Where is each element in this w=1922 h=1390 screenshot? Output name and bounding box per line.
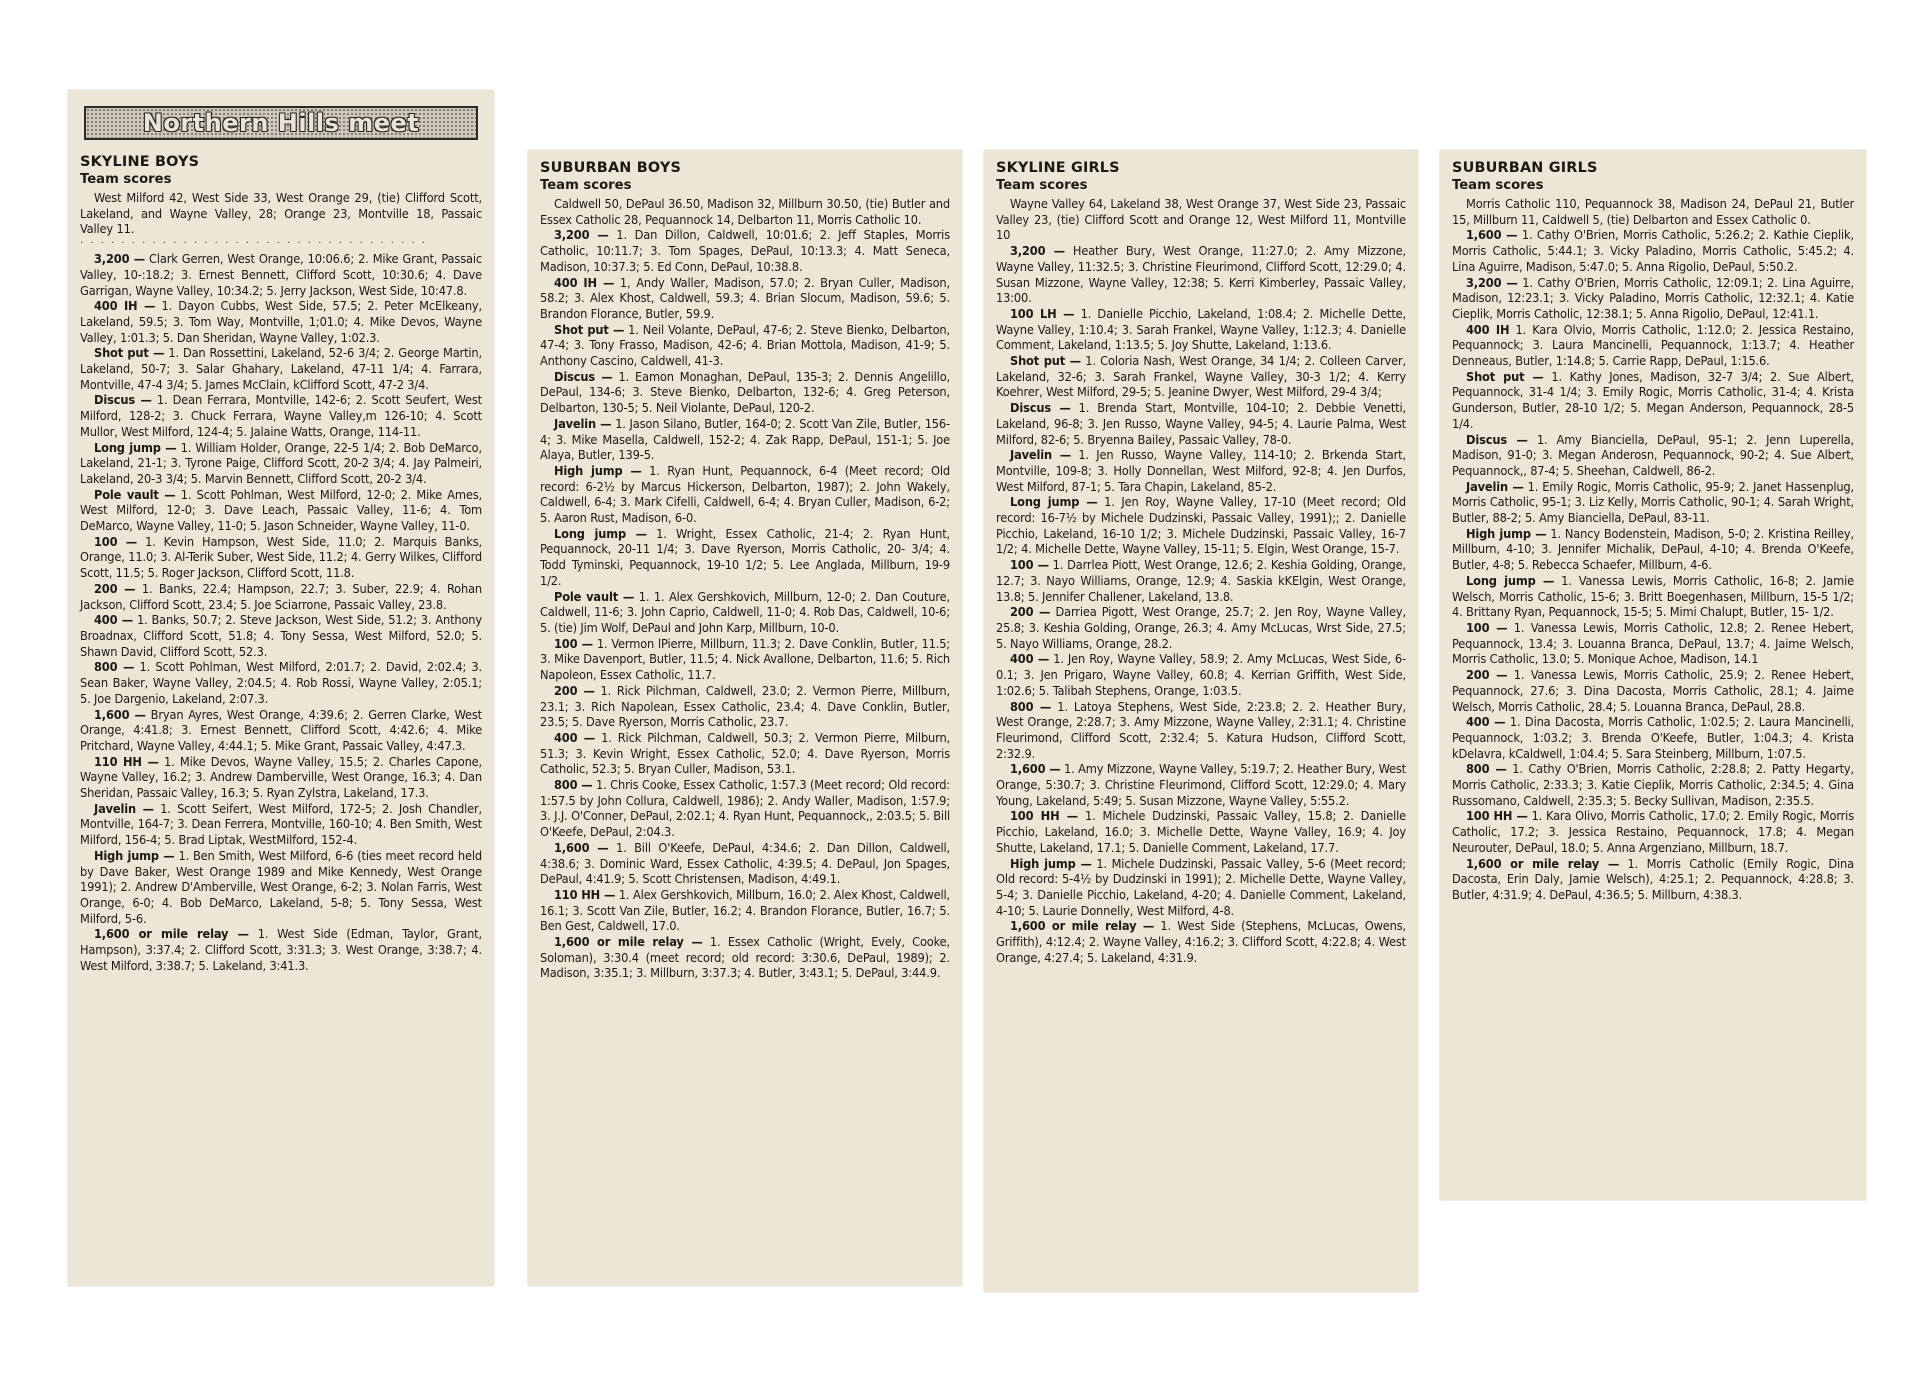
event-name: Long jump — (1466, 572, 1555, 588)
event-result (80, 848, 482, 927)
event-results: 1. Cathy O'Brien, Morris Catholic, 12:09.1; 2. Lina Aguirre, Madison, 12:23.1; 3. Vicky Paladino, Morris Catholic, 12:32.1; 4. Katie Cieplik, Morris Catholic, 12:38.1; 5. Anna Rigolio, DePaul, 12:41.1. (1452, 274, 1854, 321)
event-name: Long jump — (554, 525, 647, 541)
event-result (540, 526, 950, 589)
event-results: 1. Rick Pilchman, Caldwell, 23.0; 2. Vermon Pierre, Millburn, 23.1; 3. Rich Napolean, Essex Catholic, 23.4; 4. Dave Conklin, Butler, 23.5; 5. Dave Ryerson, Morris Catholic, 23.7. (540, 682, 950, 730)
event-name: 3,200 — (94, 251, 146, 267)
section-heading: SKYLINE BOYS (80, 154, 200, 170)
event-name: 200 — (94, 580, 136, 596)
event-results: 1. Dan Dillon, Caldwell, 10:01.6; 2. Jeff Staples, Morris Catholic, 10:11.7; 3. Tom Spages, DePaul, 10:13.3; 4. Matt Seneca, Madison, 10:37.3; 5. Ed Conn, DePaul, 10:38.8. (540, 227, 950, 274)
event-name: 400 — (1010, 651, 1050, 667)
meet-title-banner (84, 106, 478, 140)
event-results: 1. 1. Alex Gershkovich, Millburn, 12-0; 2. Dan Couture, Caldwell, 11-6; 3. John Caprio, Caldwell, 11-0; 4. Rob Das, Caldwell, 10-6; 5. (tie) Jim Wolf, DePaul and John Karp, Millburn, 10-0. (540, 588, 950, 635)
team-scores-label: Team scores (1452, 178, 1544, 193)
event-results: 1. Essex Catholic (Wright, Evely, Cooke, Soloman), 3:30.4 (meet record; old record: 3:30.6, DePaul, 1989); 2. Madison, 3:35.1; 3. Millburn, 3:37.3; 4. Butler, 3:43.1; 5. DePaul, 3:44.9. (540, 934, 950, 981)
event-result (80, 659, 482, 706)
clipping-skyline-boys (68, 90, 494, 1286)
event-result (540, 683, 950, 730)
event-name: High jump — (1466, 525, 1547, 541)
event-results: 1. Ben Smith, West Milford, 6-6 (ties meet record held by Dave Baker, West Orange 1989 and Mike Kennedy, West Orange 1991); 2. Andrew D'Amberville, West Orange, 6-2; 3. Nolan Farris, West Orange, 6-0; 4. Bob DeMarco, Lakeland, 5-8; 5. Tony Sessa, West Milford, 5-6. (80, 847, 482, 926)
event-result (80, 612, 482, 659)
event-result (80, 581, 482, 612)
event-result (996, 651, 1406, 698)
event-result (1452, 573, 1854, 620)
event-result (1452, 761, 1854, 808)
event-name: Shot put — (554, 321, 625, 337)
event-results: 1. Rick Pilchman, Caldwell, 50.3; 2. Vermon Pierre, Milburn, 51.3; 3. Kevin Wright, Essex Catholic, 52.0; 4. Dave Ryerson, Morris Catholic, 52.3; 5. Bryan Culler, Madison, 53.1. (540, 729, 950, 777)
event-result (996, 306, 1406, 353)
event-result (80, 487, 482, 534)
event-results: 1. Mike Devos, Wayne Valley, 15.5; 2. Charles Capone, Wayne Valley, 16.2; 3. Andrew Damberville, West Orange, 16.3; 4. Dan Sheridan, Passaic Valley, 16.3; 5. Ryan Zylstra, Lakeland, 17.3. (80, 753, 483, 801)
event-name: Pole vault — (94, 486, 176, 502)
event-name: Shot put — (94, 345, 165, 361)
event-name: 400 — (1466, 714, 1506, 730)
event-result (996, 447, 1406, 494)
event-results: Bryan Ayres, West Orange, 4:39.6; 2. Gerren Clarke, West Orange, 4:41.8; 3. Ernest Bennett, Clifford Scott, 4:42.6; 4. Mike Pritchard, Wayne Valley, 4:44.1; 5. Mike Grant, Passaic Valley, 4:47.3. (80, 706, 482, 753)
team-scores-text: Wayne Valley 64, Lakeland 38, West Orange 37, West Side 23, Passaic Valley 23, (tie) Clifford Scott and Orange 12, West Milford 11, Montville 10 (996, 196, 1406, 243)
event-results: 1. Scott Pohlman, West Milford, 12-0; 2. Mike Ames, West Milford, 12-0; 3. Dave Leach, Passaic Valley, 11-6; 4. Tom DeMarco, Wayne Valley, 11-0; 5. Jason Schneider, Wayne Valley, 11-0. (80, 486, 482, 534)
event-result (540, 369, 950, 416)
event-results: 1. Alex Gershkovich, Millburn, 16.0; 2. Alex Khost, Caldwell, 16.1; 3. Scott Van Zile, Butler, 16.2; 4. Brandon Florance, Butler, 16.7; 5. Ben Gest, Caldwell, 17.0. (540, 886, 950, 934)
event-result (1452, 227, 1854, 274)
event-name: 1,600 — (1010, 761, 1061, 777)
event-results: Heather Bury, West Orange, 11:27.0; 2. Amy Mizzone, Wayne Valley, 11:32.5; 3. Christine Fleurimond, Clifford Scott, 12:29.0; 4. Susan Mizzone, Wayne Valley, 12:38; 5. Kerri Kimberley, Passaic Valley, 13:00. (996, 243, 1406, 306)
event-result (80, 345, 482, 392)
event-results: 1. Coloria Nash, West Orange, 34 1/4; 2. Colleen Carver, Lakeland, 32-6; 3. Sarah Frankel, Wayne Valley, 30-3 1/2; 4. Kerry Koehrer, West Milford, 29-5; 5. Jeanine Dwyer, West Milford, 29-4 3/4; (996, 353, 1406, 400)
team-scores-label: Team scores (996, 178, 1088, 193)
section-heading: SUBURBAN BOYS (540, 160, 682, 176)
event-result (540, 227, 950, 274)
clipping-suburban-boys (528, 150, 962, 1286)
event-result (1452, 808, 1854, 855)
event-result (540, 636, 950, 683)
event-result (80, 754, 482, 801)
clipping-skyline-girls (984, 150, 1418, 1292)
event-result (540, 840, 950, 887)
event-results: 1. Cathy O'Brien, Morris Catholic, 2:28.8; 2. Patty Hegarty, Morris Catholic, 2:33.3; 3. Katie Cieplik, Morris Catholic, 2:34.5; 4. Gina Russomano, Caldwell, 2:35.3; 5. Becky Sullivan, Madison, 2:35.5. (1452, 761, 1854, 808)
event-results: 1. Vanessa Lewis, Morris Catholic, 12.8; 2. Renee Hebert, Pequannock, 13.4; 3. Louanna Branca, DePaul, 13.7; 4. Jaime Welsch, Morris Catholic, 13.0; 5. Monique Achoe, Madison, 14.1 (1452, 619, 1854, 667)
event-name: 3,200 — (1010, 243, 1065, 259)
event-result (540, 416, 950, 463)
event-result (996, 918, 1406, 965)
event-name: 100 HH — (1466, 808, 1528, 824)
event-name: Discus — (1466, 431, 1528, 447)
event-results: 1. Eamon Monaghan, DePaul, 135-3; 2. Dennis Angelillo, DePaul, 134-6; 3. Steve Bienko, Delbarton, 132-6; 4. Greg Peterson, Delbarton, 130-5; 5. Neil Violante, DePaul, 120-2. (540, 368, 951, 416)
event-result (1452, 526, 1854, 573)
event-results: Darriea Pigott, West Orange, 25.7; 2. Jen Roy, Wayne Valley, 25.8; 3. Keshia Golding, Orange, 26.3; 4. Amy McLucas, Wrst Side, 27.5; 5. Nayo Williams, Orange, 28.2. (996, 604, 1406, 651)
event-results: 1. Banks, 50.7; 2. Steve Jackson, West Side, 51.2; 3. Anthony Broadnax, Clifford Scott, 51.8; 4. Tony Sessa, West Milford, 52.0; 5. Shawn David, Clifford Scott, 52.3. (80, 612, 482, 659)
event-result (540, 887, 950, 934)
event-name: Shot put — (1466, 368, 1544, 384)
event-result (540, 463, 950, 526)
event-name: High jump — (1010, 855, 1092, 871)
event-name: 110 HH — (94, 753, 159, 769)
event-name: 800 — (94, 659, 135, 675)
event-results: 1. Neil Volante, DePaul, 47-6; 2. Steve Bienko, Delbarton, 47-4; 3. Tony Frasso, Madison, 42-6; 4. Brian Mottola, Madison, 41-9; 5. Anthony Cascino, Caldwell, 41-3. (540, 321, 950, 369)
team-scores-text: West Milford 42, West Side 33, West Orange 29, (tie) Clifford Scott, Lakeland, and Wayne Valley, 28; Orange 23, Montville 18, Passaic Valley 11. (80, 190, 482, 237)
event-results: 1. Michele Dudzinski, Passaic Valley, 5-6 (Meet record; Old record: 5-4½ by Dudzinski in 1991); 2. Michelle Dette, Wayne Valley, 5-4; 3. Danielle Picchio, Lakeland, 4-20; 4. Danielle Comment, Lakeland, 4-10; 5. Laurie Donnelly, West Milford, 4-8. (996, 855, 1407, 918)
event-result (1452, 275, 1854, 322)
event-result (80, 534, 482, 581)
team-scores-text: Caldwell 50, DePaul 36.50, Madison 32, Millburn 30.50, (tie) Butler and Essex Catholic 28, Pequannock 14, Delbarton 11, Morris Catholic 10. (540, 196, 950, 227)
event-name: 400 IH — (94, 298, 156, 314)
event-result (996, 604, 1406, 651)
team-scores-text: Morris Catholic 110, Pequannock 38, Madison 24, DePaul 21, Butler 15, Millburn 11, Caldwell 5, (tie) Delbarton and Essex Catholic 0. (1452, 196, 1854, 227)
event-results: 1. Morris Catholic (Emily Rogic, Dina Dacosta, Erin Daly, Jamie Welsch), 4:25.1; 2. Pequannock, 4:28.8; 3. Butler, 4:31.9; 4. DePaul, 4:36.5; 5. Millburn, 4:38.3. (1452, 855, 1854, 902)
event-name: Discus — (94, 392, 152, 408)
event-result (1452, 369, 1854, 432)
event-result (996, 243, 1406, 306)
event-name: 110 HH — (554, 886, 616, 902)
event-name: 100 — (1466, 619, 1508, 635)
event-results: Clark Gerren, West Orange, 10:06.6; 2. Mike Grant, Passaic Valley, 10-:18.2; 3. Ernest Bennett, Clifford Scott, 10:30.6; 4. Dave Garrigan, Wayne Valley, 10:34.2; 5. Jerry Jackson, West Side, 10:47.8. (80, 251, 482, 298)
team-scores-label: Team scores (80, 172, 172, 187)
event-results-list (996, 243, 1406, 965)
event-name: Long jump — (1010, 494, 1098, 510)
event-results: 1. West Side (Stephens, McLucas, Owens, Griffith), 4:12.4; 2. Wayne Valley, 4:16.2; 3. Clifford Scott, 4:22.8; 4. West Orange, 4:27.4; 5. Lakeland, 4:31.9. (996, 918, 1406, 965)
event-name: Pole vault — (554, 588, 635, 604)
event-results: 1. Emily Rogic, Morris Catholic, 95-9; 2. Janet Hassenplug, Morris Catholic, 95-1; 3. Liz Kelly, Morris Catholic, 90-1; 4. Sarah Wright, Butler, 88-2; 5. Amy Bianciella, DePaul, 83-11. (1452, 478, 1854, 526)
event-results: 1. Scott Pohlman, West Milford, 2:01.7; 2. David, 2:02.4; 3. Sean Baker, Wayne Valley, 2:04.5; 4. Rob Rossi, Wayne Valley, 2:05.1; 5. Joe Dargenio, Lakeland, 2:07.3. (80, 659, 483, 706)
event-result (80, 298, 482, 345)
event-results: 1. Banks, 22.4; Hampson, 22.7; 3. Suber, 22.9; 4. Rohan Jackson, Clifford Scott, 23.4; 5. Joe Sciarrone, Passaic Valley, 23.8. (80, 580, 482, 612)
event-result (1452, 714, 1854, 761)
event-results: 1. Chris Cooke, Essex Catholic, 1:57.3 (Meet record; Old record: 1:57.5 by John Collura, Caldwell, 1986); 2. Andy Waller, Madison, 1:57.9; 3. J.J. O'Conner, DePaul, 2:02.1; 4. Ryan Hunt, Pequannock,, 2:03.5; 5. Bill O'Keefe, DePaul, 2:04.3. (540, 777, 950, 840)
event-name: Shot put — (1010, 353, 1081, 369)
event-result (996, 808, 1406, 855)
event-name: High jump — (94, 847, 175, 863)
event-result (540, 322, 950, 369)
event-name: 100 — (1010, 557, 1049, 573)
event-result (1452, 620, 1854, 667)
event-result (80, 801, 482, 848)
event-results: 1, Andy Waller, Madison, 57.0; 2. Bryan Culler, Madison, 58.2; 3. Alex Khost, Caldwell, 59.3; 4. Brian Slocum, Madison, 59.6; 5. Brandon Florance, Butler, 59.9. (540, 274, 950, 321)
event-name: Long jump — (94, 439, 177, 455)
event-results: 1. Dean Ferrara, Montville, 142-6; 2. Scott Seufert, West Milford, 128-2; 3. Chuck Ferrara, Wayne Valley,m 126-10; 4. Scott Mullor, West Milford, 124-4; 5. Jalaine Watts, Orange, 114-11. (80, 392, 483, 439)
event-result (996, 494, 1406, 557)
event-results: 1. Dina Dacosta, Morris Catholic, 1:02.5; 2. Laura Mancinelli, Pequannock, 1:03.2; 3. Brenda O'Keefe, Butler, 1:04.3; 4. Krista kDelavra, kCaldwell, 1:04.4; 5. Sara Steinberg, Millburn, 1:07.5. (1452, 714, 1855, 761)
event-result (80, 926, 482, 973)
event-name: 800 — (1010, 698, 1052, 714)
event-result (80, 707, 482, 754)
event-results: 1. Wright, Essex Catholic, 21-4; 2. Ryan Hunt, Pequannock, 20-11 1/4; 3. Dave Ryerson, Morris Catholic, 20- 3/4; 4. Todd Tyminski, Pequannock, 19-10 1/2; 5. Lee Anglada, Millburn, 19-9 1/2. (540, 525, 950, 588)
event-results: 1. Jason Silano, Butler, 164-0; 2. Scott Van Zile, Butler, 156-4; 3. Mike Masella, Caldwell, 152-2; 4. Zak Rapp, DePaul, 151-1; 5. Joe Alaya, Butler, 139-5. (540, 415, 950, 463)
event-name: 200 — (554, 682, 595, 698)
event-results: 1. Jen Russo, Wayne Valley, 114-10; 2. Brkenda Start, Montville, 109-8; 3. Holly Donnellan, West Milford, 92-8; 4. Jen Durfos, West Milford, 87-1; 5. Tara Chapin, Lakeland, 85-2. (996, 447, 1406, 494)
event-name: Javelin — (1010, 447, 1071, 463)
event-name: 400 — (554, 729, 596, 745)
event-result (996, 353, 1406, 400)
event-result (1452, 322, 1854, 369)
event-results: 1. Dan Rossettini, Lakeland, 52-6 3/4; 2. George Martin, Lakeland, 50-7; 3. Salar Ghahary, Lakeland, 47-11 1/4; 4. Farrara, Montville, 47-4 3/4; 5. James McClain, kClifford Scott, 47-2 3/4. (80, 345, 482, 392)
event-results: 1. Bill O'Keefe, DePaul, 4:34.6; 2. Dan Dillon, Caldwell, 4:38.6; 3. Dominic Ward, Essex Catholic, 4:39.5; 4. DePaul, Jon Spages, DePaul, 4:41.9; 5. Scott Christensen, Madison, 4:49.1. (540, 839, 950, 887)
event-name: 400 IH — (554, 274, 615, 290)
event-name: 100 — (94, 533, 138, 549)
event-results: 1. West Side (Edman, Taylor, Grant, Hampson), 3:37.4; 2. Clifford Scott, 3:31.3; 3. West Orange, 3:38.7; 4. West Milford, 3:38.7; 5. Lakeland, 3:41.3. (80, 926, 482, 973)
event-result (1452, 856, 1854, 903)
event-results: 1. Kathy Jones, Madison, 32-7 3/4; 2. Sue Albert, Pequannock, 31-4 1/4; 3. Emily Rogic, Morris Catholic, 31-4; 4. Krista Gunderson, Butler, 28-10 1/2; 5. Megan Anderson, Pequannock, 28-5 1/4. (1452, 368, 1854, 431)
event-name: 1,600 — (1466, 227, 1518, 243)
event-results: 1. Cathy O'Brien, Morris Catholic, 5:26.2; 2. Kathie Cieplik, Morris Catholic, 5:44.1; 3. Vicky Paladino, Morris Catholic, 5:45.2; 4. Lina Aguirre, Madison, 5:47.0; 5. Anna Rigolio, DePaul, 5:50.2. (1452, 227, 1854, 274)
event-result (996, 699, 1406, 762)
event-results: 1. Jen Roy, Wayne Valley, 58.9; 2. Amy McLucas, West Side, 6-0.1; 3. Jen Prigaro, Wayne Valley, 60.8; 4. Kerrian Griffith, West Side, 1:02.6; 5. Talibah Stephens, Orange, 1:03.5. (996, 651, 1406, 698)
event-name: 1,600 or mile relay — (1466, 855, 1620, 871)
event-results: 1. Dayon Cubbs, West Side, 57.5; 2. Peter McElkeany, Lakeland, 59.5; 3. Tom Way, Montville, 1;01.0; 4. Mike Devos, Wayne Valley, 1:01.3; 5. Dan Sheridan, Wayne Valley, 1:02.3. (80, 298, 482, 345)
event-name: 100 HH — (1010, 808, 1079, 824)
event-results: 1. Brenda Start, Montville, 104-10; 2. Debbie Venetti, Lakeland, 96-8; 3. Jen Russo, Wayne Valley, 94-5; 4. Laurie Palma, West Milford, 82-6; 5. Bryenna Bailey, Passaic Valley, 78-0. (996, 400, 1406, 447)
clipping-suburban-girls (1440, 150, 1866, 1200)
event-result (1452, 432, 1854, 479)
event-result (996, 400, 1406, 447)
event-result (80, 440, 482, 487)
event-results: 1. Scott Seifert, West Milford, 172-5; 2. Josh Chandler, Montville, 164-7; 3. Dean Ferrera, Montville, 160-10; 4. Ben Smith, West Milford, 156-4; 5. Brad Liptak, WestMilford, 152-4. (80, 800, 482, 848)
divider: · · · · · · · · · · · · · · · · · · · · · · · · · · · · · · · · · · (80, 238, 427, 250)
event-results-list (540, 227, 950, 981)
event-name: 100 LH — (1010, 305, 1075, 321)
event-name: 3,200 — (1466, 274, 1518, 290)
event-results: 1. Amy Mizzone, Wayne Valley, 5:19.7; 2. Heather Bury, West Orange, 5:30.7; 3. Christine Fleurimond, Clifford Scott, 12:29.0; 4. Mary Young, Lakeland, 5:49; 5. Susan Mizzone, Wayne Valley, 5:55.2. (996, 761, 1406, 808)
event-name: 100 — (554, 635, 593, 651)
event-name: 1,600 or mile relay — (554, 934, 703, 950)
section-heading: SUBURBAN GIRLS (1452, 160, 1598, 176)
event-results-list (1452, 227, 1854, 902)
event-results: 1. Vanessa Lewis, Morris Catholic, 16-8; 2. Jamie Welsch, Morris Catholic, 15-6; 3. Britt Boegenhasen, Millburn, 15-5 1/2; 4. Brittany Ryan, Pequannock, 15-5; 5. Mimi Chalupt, Butler, 15- 1/2. (1452, 572, 1854, 620)
event-results: 1. Latoya Stephens, West Side, 2:23.8; 2. 2. Heather Bury, West Orange, 2:28.7; 3. Amy Mizzone, Wayne Valley, 2:31.1; 4. Christine Fleurimond, Clifford Scott, 2:32.4; 5. Katura Hudson, Clifford Scott, 2:32.9. (996, 698, 1406, 761)
team-scores-label: Team scores (540, 178, 632, 193)
event-result (540, 589, 950, 636)
event-results: 1. Amy Bianciella, DePaul, 95-1; 2. Jenn Luperella, Madison, 91-0; 3. Megan Anderosn, Pequannock, 90-2; 4. Sue Albert, Pequannock,, 87-4; 5. Sheehan, Caldwell, 86-2. (1452, 431, 1854, 478)
event-results: 1. Michele Dudzinski, Passaic Valley, 15.8; 2. Danielle Picchio, Lakeland, 16.0; 3. Michelle Dette, Wayne Valley, 16.9; 4. Joy Shutte, Lakeland, 17.1; 5. Danielle Comment, Lakeland, 17.7. (996, 808, 1406, 855)
event-results: 1. Ryan Hunt, Pequannock, 6-4 (Meet record; Old record: 6-2½ by Marcus Hickerson, Delbarton, 1987); 2. John Wakely, Caldwell, 6-4; 3. Mark Cifelli, Caldwell, 6-4; 4. Bryan Culler, Madison, 6-2; 5. Aaron Rust, Madison, 6-0. (540, 462, 951, 526)
event-name: 3,200 — (554, 227, 609, 243)
event-result (1452, 479, 1854, 526)
event-result (1452, 667, 1854, 714)
event-name: Javelin — (1466, 478, 1524, 494)
event-results: 1. Vanessa Lewis, Morris Catholic, 25.9; 2. Renee Hebert, Pequannock, 27.6; 3. Dina Dacosta, Morris Catholic, 28.1; 4. Jaime Welsch, Morris Catholic, 28.4; 5. Louanna Branca, DePaul, 28.8. (1452, 667, 1854, 714)
event-result (540, 934, 950, 981)
event-results: 1. Jen Roy, Wayne Valley, 17-10 (Meet record; Old record: 16-7½ by Michele Dudzinski, Passaic Valley, 1991);; 2. Danielle Picchio, Lakeland, 16-10 1/2; 3. Michele Dudzinski, Passaic Valley, 16-7 1/2; 4. Michelle Dette, Wayne Valley, 15-11; 5. Elgin, West Orange, 15-7. (996, 494, 1406, 557)
event-name: High jump — (554, 462, 642, 478)
event-result (540, 275, 950, 322)
event-name: 200 — (1010, 604, 1051, 620)
event-name: Discus — (554, 368, 613, 384)
event-results: 1. Vermon lPierre, Millburn, 11.3; 2. Dave Conklin, Butler, 11.5; 3. Mike Davenport, Butler, 11.5; 4. Nick Avallone, Delbarton, 11.6; 5. Rich Napoleon, Essex Catholic, 11.7. (540, 635, 950, 683)
meet-title: Northern Hills meet (142, 109, 420, 137)
event-name: 1,600 — (94, 706, 146, 722)
event-name: 400 — (94, 612, 133, 628)
section-heading: SKYLINE GIRLS (996, 160, 1120, 176)
event-name: 200 — (1466, 667, 1508, 683)
event-name: 1,600 or mile relay — (1010, 918, 1155, 934)
event-results: 1. Darrlea Piott, West Orange, 12.6; 2. Keshia Golding, Orange, 12.7; 3. Nayo Williams, Orange, 12.9; 4. Saskia kKElgin, West Orange, 13.8; 5. Jennifer Challener, Lakeland, 13.8. (996, 557, 1407, 604)
event-results: 1. Kevin Hampson, West Side, 11.0; 2. Marquis Banks, Orange, 11.0; 3. Al-Terik Suber, West Side, 11.2; 4. Gerry Wilkes, Clifford Scott, 11.5; 5. Roger Jackson, Clifford Scott, 11.8. (80, 533, 482, 581)
event-name: 800 — (554, 777, 593, 793)
event-results: 1. Kara Olivo, Morris Catholic, 17.0; 2. Emily Rogic, Morris Catholic, 17.2; 3. Jessica Restaino, Pequannock, 17.8; 4. Megan Neurouter, DePaul, 18.0; 5. Anna Argenziano, Millburn, 18.7. (1452, 808, 1855, 855)
event-name: 1,600 or mile relay — (94, 926, 249, 942)
event-name: Javelin — (554, 415, 612, 431)
event-name: 1,600 — (554, 839, 609, 855)
event-name: 800 — (1466, 761, 1507, 777)
event-results: 1. Nancy Bodenstein, Madison, 5-0; 2. Kristina Reilley, Millburn, 4-10; 3. Jennifer Michalik, DePaul, 4-10; 4. Brenda O'Keefe, Butler, 4-8; 5. Rebecca Schaefer, Millburn, 4-6. (1452, 525, 1854, 573)
event-results: 1. Kara Olvio, Morris Catholic, 1:12.0; 2. Jessica Restaino, Pequannock; 3. Laura Mancinelli, Pequannock, 1:13.7; 4. Heather Denneaus, Butler, 1:14.8; 5. Carrie Rapp, DePaul, 1:15.6. (1452, 321, 1854, 369)
event-results: 1. William Holder, Orange, 22-5 1/4; 2. Bob DeMarco, Lakeland, 21-1; 3. Tyrone Paige, Clifford Scott, 20-2 3/4; 4. Jay Palmeiri, Lakeland, 20-3 3/4; 5. Marvin Bennett, Clifford Scott, 20-2 3/4. (80, 439, 482, 486)
event-result (540, 730, 950, 777)
event-name: 400 IH (1466, 321, 1510, 337)
event-result (996, 557, 1406, 604)
event-result (80, 392, 482, 439)
event-name: Javelin — (94, 800, 154, 816)
event-result (80, 251, 482, 298)
event-result (540, 777, 950, 840)
event-results-list (80, 251, 482, 973)
event-result (996, 761, 1406, 808)
event-results: 1. Danielle Picchio, Lakeland, 1:08.4; 2. Michelle Dette, Wayne Valley, 1:10.4; 3. Sarah Frankel, Wayne Valley, 1:12.3; 4. Danielle Comment, Lakeland, 1:13.5; 5. Joy Shutte, Lakeland, 1:13.6. (996, 305, 1407, 353)
event-name: Discus — (1010, 400, 1071, 416)
event-result (996, 856, 1406, 919)
